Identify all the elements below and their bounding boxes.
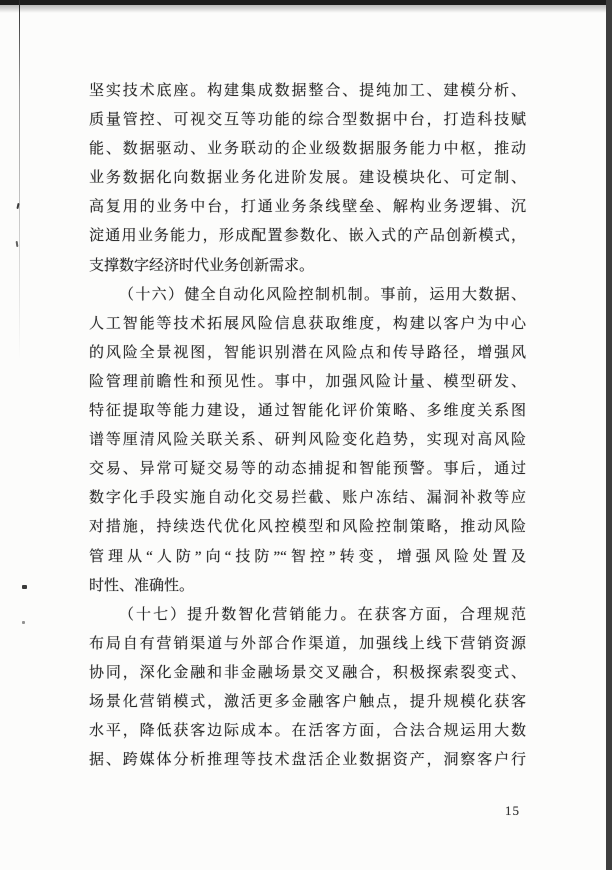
text-line: 时性、准确性。 — [89, 577, 195, 594]
ink-speck — [22, 621, 25, 624]
text-line: 布局自有营销渠道与外部合作渠道，加强线上线下营销资源 — [89, 635, 526, 652]
text-line: 的风险全景视图，智能识别潜在风险点和传导路径，增强风 — [89, 344, 526, 361]
scan-artifact-left-hairline — [19, 0, 20, 360]
text-line: 场景化营销模式，激活更多金融客户触点，提升规模化获客 — [89, 693, 526, 710]
text-line: 特征提取等能力建设，通过智能化评价策略、多维度关系图 — [89, 403, 526, 420]
text-line: 淀通用业务能力，形成配置参数化、嵌入式的产品创新模式， — [89, 228, 526, 245]
text-line-section-17-heading: （十七）提升数智化营销能力。在获客方面，合理规范 — [119, 606, 526, 623]
text-line: 数字化手段实施自动化交易拦截、账户冻结、漏洞补救等应 — [89, 490, 526, 507]
scan-artifact-top-shadow — [0, 5, 612, 13]
text-line: 支撑数字经济时代业务创新需求。 — [89, 257, 315, 274]
text-line: 高复用的业务中台，打通业务条线壁垒、解构业务逻辑、沉 — [89, 199, 526, 216]
text-line: 据、跨媒体分析推理等技术盘活企业数据资产，洞察客户行 — [89, 752, 526, 769]
text-line-section-16-heading: （十六）健全自动化风险控制机制。事前，运用大数据、 — [119, 286, 526, 303]
page-number: 15 — [505, 803, 520, 818]
text-line: 谱等厘清风险关联关系、研判风险变化趋势，实现对高风险 — [89, 432, 526, 449]
text-line: 对措施，持续迭代优化风控模型和风险控制策略，推动风险 — [89, 519, 526, 536]
text-line: 协同，深化金融和非金融场景交叉融合，积极探索裂变式、 — [89, 664, 526, 681]
text-line: 业务数据化向数据业务化进阶发展。建设模块化、可定制、 — [89, 170, 526, 187]
text-line: 险管理前瞻性和预见性。事中，加强风险计量、模型研发、 — [89, 373, 526, 390]
ink-speck — [16, 241, 19, 247]
text-line: 能、数据驱动、业务联动的企业级数据服务能力中枢，推动 — [89, 141, 526, 158]
text-line: 水平，降低获客边际成本。在活客方面，合法合规运用大数 — [89, 723, 526, 740]
text-line: 质量管控、可视交互等功能的综合型数据中台，打造科技赋 — [89, 112, 526, 129]
text-line: 管理从“人防”向“技防”“智控”转变，增强风险处置及 — [89, 548, 526, 565]
body-text — [89, 77, 526, 775]
ink-speck — [22, 585, 27, 589]
text-line: 坚实技术底座。构建集成数据整合、提纯加工、建模分析、 — [89, 83, 526, 99]
scan-artifact-right-edge — [606, 0, 612, 870]
text-line: 人工智能等技术拓展风险信息获取维度，构建以客户为中心 — [89, 315, 526, 332]
text-line: 交易、异常可疑交易等的动态捕捉和智能预警。事后，通过 — [89, 461, 526, 478]
